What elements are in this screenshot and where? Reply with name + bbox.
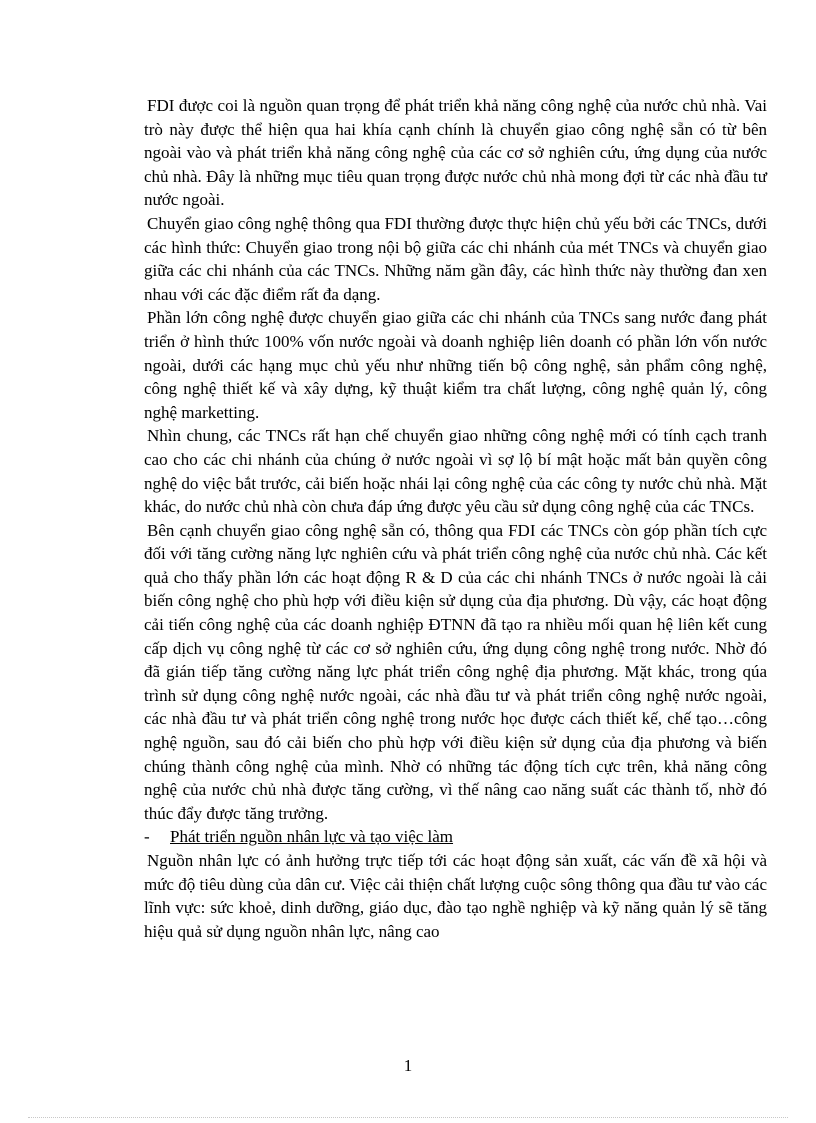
bullet-dash: - (144, 827, 150, 847)
paragraph-technology-transfer: Chuyển giao công nghệ thông qua FDI thường được thực hiện chủ yếu bởi các TNCs, dưới các hình thức: Chuyển giao trong nội bộ giữa các chi nhánh của mét TNCs và chuyển giao giữa các chi nhánh của các TNCs. Những năm gần đây, các hình thức này thường đan xen nhau với các đặc điểm rất đa dạng. (144, 213, 767, 304)
section-heading-row (144, 825, 767, 849)
paragraph-human-resources: Nguồn nhân lực có ảnh hưởng trực tiếp tới các hoạt động sản xuất, các vấn đề xã hội và mức độ tiêu dùng của dân cư. Việc cải thiện chất lượng cuộc sông thông qua đầu tư vào các lĩnh vực: sức khoẻ, dinh dưỡng, giáo dục, đào tạo nghề nghiệp và kỹ năng quản lý sẽ tăng hiệu quả sử dụng nguồn nhân lực, nâng cao (144, 851, 767, 941)
section-heading: Phát triển nguồn nhân lực và tạo việc làm (170, 827, 454, 847)
paragraph-research-development: Bên cạnh chuyển giao công nghệ sẵn có, thông qua FDI các TNCs còn góp phần tích cực đối với tăng cường năng lực nghiên cứu và phát triển công nghệ của nước chủ nhà. Các kết quả cho thấy phần lớn các hoạt động R & D của các chi nhánh TNCs ở nước ngoài là cải biến công nghệ cho phù hợp với điều kiện sử dụng của địa phương. Dù vậy, các hoạt động cải tiến công nghệ của các doanh nghiệp ĐTNN đã tạo ra nhiều mối quan hệ liên kết cung cấp dịch vụ công nghệ từ các cơ sở nghiên cứu, ứng dụng công nghệ trong nước. Nhờ đó đã gián tiếp tăng cường năng lực phát triển công nghệ địa phương. Mặt khác, trong qúa trình sử dụng công nghệ nước ngoài, các nhà đầu tư và phát triển công nghệ nước ngoài, các nhà đầu tư và phát triển công nghệ trong nước học được cách thiết kế, chế tạo…công nghệ nguồn, sau đó cải biến cho phù hợp với điều kiện sử dụng của địa phương và biến chúng thành công nghệ của mình. Nhờ có những tác động tích cực trên, khả năng công nghệ của nước chủ nhà được tăng cường, vì thế nâng cao năng suất các thành tố, nhờ đó thúc đẩy được tăng trưởng. (144, 520, 767, 823)
paragraph-fdi-technology: FDI được coi là nguồn quan trọng để phát triển khả năng công nghệ của nước chủ nhà. Vai trò này được thể hiện qua hai khía cạnh chính là chuyển giao công nghệ sẵn có từ bên ngoài vào và phát triển khả năng công nghệ của các cơ sở nghiên cứu, ứng dụng của nước chủ nhà. Đây là những mục tiêu quan trọng được nước chủ nhà mong đợi từ các nhà đầu tư nước ngoài. (144, 96, 767, 210)
footer-divider (28, 1117, 788, 1118)
page-number: 1 (403, 1056, 413, 1075)
paragraph-tnc-limitations: Nhìn chung, các TNCs rất hạn chế chuyển giao những công nghệ mới có tính cạch tranh cao cho các chi nhánh của chúng ở nước ngoài vì sợ lộ bí mật hoặc mất bản quyền công nghệ do việc bắt trước, cải biến hoặc nhái lại công nghệ của các công ty nước chủ nhà. Mặt khác, do nước chủ nhà còn chưa đáp ứng được yêu cầu sử dụng công nghệ của các TNCs. (144, 426, 767, 517)
document-body (144, 94, 767, 943)
paragraph-transfer-categories: Phần lớn công nghệ được chuyển giao giữa các chi nhánh của TNCs sang nước đang phát triển ở hình thức 100% vốn nước ngoài và doanh nghiệp liên doanh có phần lớn vốn nước ngoài, dưới các hạng mục chủ yếu như những tiến bộ công nghệ, sản phẩm công nghệ, công nghệ thiết kế và xây dựng, kỹ thuật kiểm tra chất lượng, công nghệ quản lý, công nghệ marketting. (144, 308, 767, 422)
